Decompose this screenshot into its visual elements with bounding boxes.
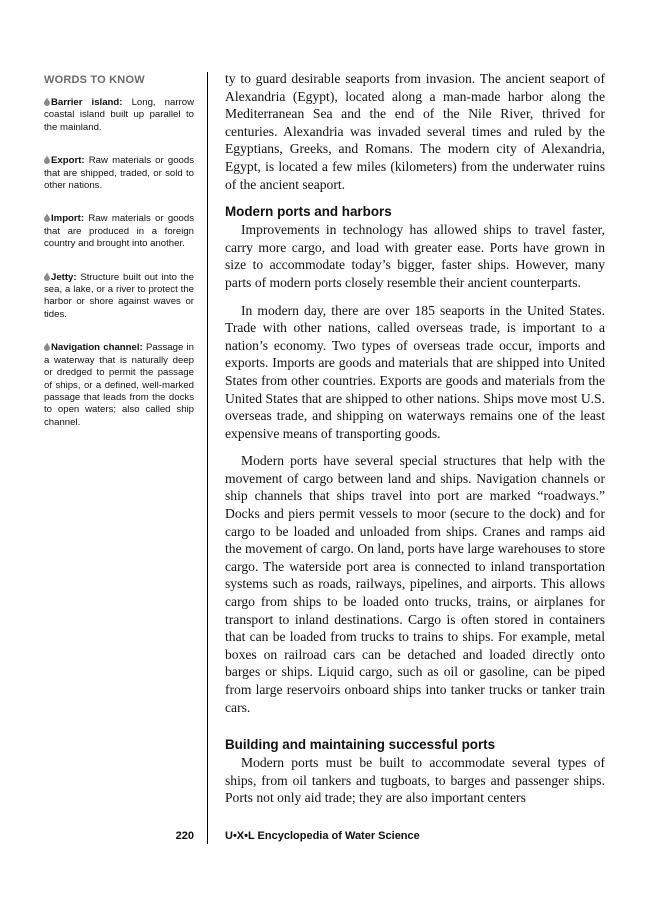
- section-heading: Building and maintaining successful ports: [225, 737, 496, 753]
- water-drop-icon: [44, 213, 50, 222]
- sidebar-heading: WORDS TO KNOW: [44, 74, 145, 86]
- body-paragraph: Improvements in technology has allowed ships to travel faster, carry more cargo, and load with greater ease. Ports have grown in size to accommodate today’s bigger, faster ships. However, many parts of modern ports closely resemble their ancient counterparts.: [225, 222, 605, 290]
- water-drop-icon: [44, 155, 50, 164]
- body-paragraph: In modern day, there are over 185 seaports in the United States. Trade with other nations, called overseas trade, is important to a nation’s economy. Two types of overseas trade occur, imports and exports. Imports are goods and materials that are shipped into United States from other countries. Exports are goods and materials from the United States that are shipped to other nations. Ships move most U.S. overseas trade, and shipping on waterways remains one of the least expensive means of transporting goods.: [225, 302, 605, 441]
- page-number: 220: [175, 830, 194, 842]
- column-divider: [207, 72, 208, 844]
- term-definition: Long, narrow coastal island built up parallel to the mainland.: [44, 97, 194, 133]
- term-word: Jetty:: [51, 271, 77, 283]
- glossary-term: [44, 213, 194, 250]
- water-drop-icon: [44, 342, 50, 351]
- term-word: Export:: [51, 155, 85, 167]
- term-word: Barrier island:: [51, 97, 123, 108]
- body-paragraph: Modern ports must be built to accommodate several types of ships, from oil tankers and tugboats, to barges and passenger ships. Ports not only aid trade; they are also important centers: [225, 755, 605, 806]
- glossary-term: [44, 155, 194, 192]
- term-definition: Structure built out into the sea, a lake, or a river to protect the harbor or shore against waves or tides.: [44, 271, 194, 320]
- glossary-term: [44, 97, 194, 134]
- term-definition: Raw materials or goods that are produced in a foreign country and brought into another.: [44, 213, 194, 250]
- water-drop-icon: [44, 272, 50, 281]
- term-definition: Raw materials or goods that are shipped, traded, or sold to other nations.: [44, 155, 195, 192]
- term-word: Navigation channel:: [51, 342, 143, 354]
- term-definition: Passage in a waterway that is naturally deep or dredged to permit the passage of ships, or a defined, well-marked passage that leads from the docks to open waters; also called ship channel.: [44, 342, 195, 428]
- section-heading: Modern ports and harbors: [225, 204, 392, 220]
- body-paragraph: Modern ports have several special structures that help with the movement of cargo between land and ships. Navigation channels or ship channels that ships travel into port are marked “roadways.” Docks and piers permit vessels to moor (secure to the dock) and for cargo to be loaded and unloaded from ships. Cranes and ramps aid the movement of cargo. On land, ports have large warehouses to store cargo. The waterside port area is connected to inland transportation systems such as roads, railways, pipelines, and airports. This allows cargo from ships to be loaded onto trucks, trains, or airplanes for transport to inland destinations. Cargo is often stored in containers that can be loaded from trucks to trains to ships. For example, metal boxes on railroad cars can be detached and loaded directly onto barges or ships. Liquid cargo, such as oil or gasoline, can be piped from large reservoirs onboard ships into tanker trucks or tanker train cars.: [225, 453, 605, 715]
- words-to-know-sidebar: [44, 74, 194, 450]
- glossary-term: [44, 272, 194, 322]
- running-footer-title: U•X•L Encyclopedia of Water Science: [225, 830, 420, 842]
- water-drop-icon: [44, 97, 50, 106]
- term-word: Import:: [51, 213, 85, 225]
- article-body: [225, 70, 605, 817]
- intro-paragraph: ty to guard desirable seaports from invasion. The ancient seaport of Alexandria (Egypt), located along a man-made harbor along the Mediterranean Sea and the end of the Nile River, thrived for centuries. Alexandria was invaded several times and ruled by the Egyptians, Greeks, and Romans. The modern city of Alexandria, Egypt, is located a few miles (kilometers) from the underwater ruins of the ancient seaport.: [225, 71, 605, 192]
- glossary-term: [44, 342, 194, 429]
